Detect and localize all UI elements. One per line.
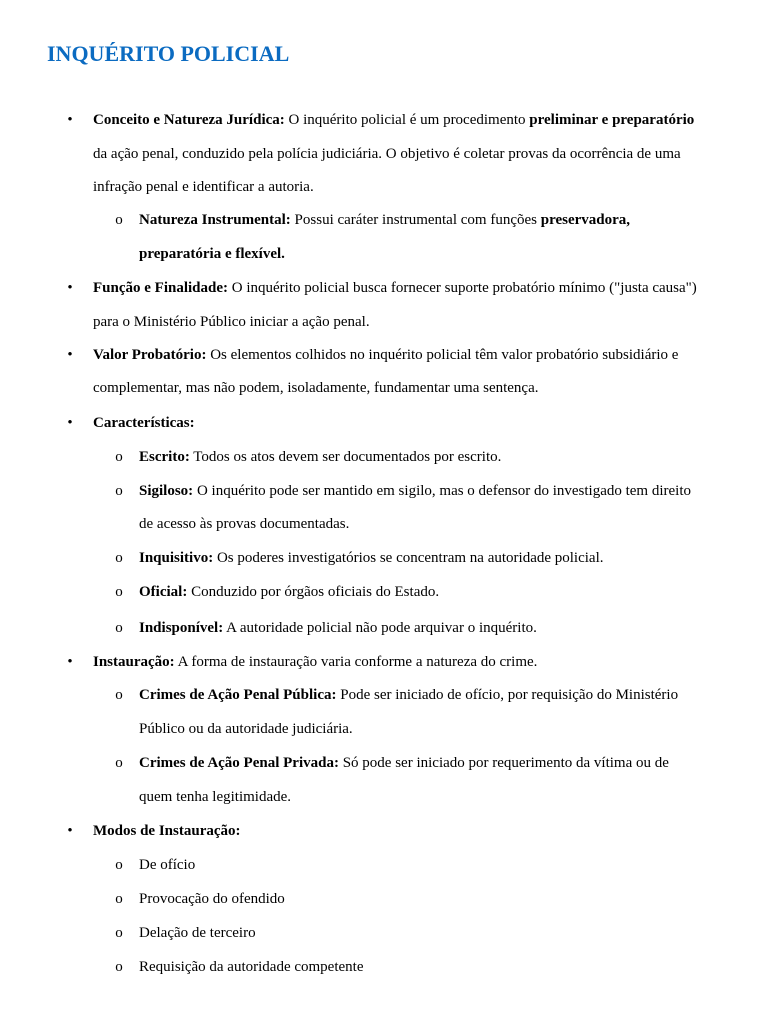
- sub-item-text: Pode ser iniciado de ofício, por requisição do Ministério: [336, 687, 679, 703]
- sub-bullet: o: [115, 925, 123, 941]
- sub-item-text: Todos os atos devem ser documentados por escrito.: [189, 449, 502, 465]
- sub-item-line: [139, 548, 604, 568]
- list-item-line: [93, 821, 241, 841]
- sub-bullet: o: [115, 212, 123, 228]
- sub-bullet: o: [115, 891, 123, 907]
- sub-item-label: Crimes de Ação Penal Pública:: [139, 687, 337, 703]
- sub-item-text: O inquérito pode ser mantido em sigilo, mas o defensor do investigado tem direito: [193, 483, 692, 499]
- sub-bullet: o: [115, 857, 123, 873]
- sub-item-text: Delação de terceiro: [139, 925, 256, 941]
- sub-item-text: Os poderes investigatórios se concentram na autoridade policial.: [213, 550, 604, 566]
- page-title: INQUÉRITO POLICIAL: [47, 41, 290, 66]
- sub-item-label: Crimes de Ação Penal Privada:: [139, 755, 339, 771]
- list-item-line: [93, 345, 678, 365]
- item-text: O inquérito policial é um procedimento: [284, 112, 530, 128]
- sub-item-label: Inquisitivo:: [139, 550, 214, 566]
- item-text: Os elementos colhidos no inquérito policial têm valor probatório subsidiário e: [206, 347, 679, 363]
- sub-item-label: Natureza Instrumental:: [139, 212, 291, 228]
- sub-item-line: [139, 618, 537, 638]
- list-item-line: [93, 110, 694, 130]
- item-text-line: complementar, mas não podem, isoladamente, fundamentar uma sentença.: [93, 380, 539, 396]
- item-text-line: infração penal e identificar a autoria.: [93, 179, 314, 195]
- item-label: Características:: [93, 415, 195, 431]
- item-label: Função e Finalidade:: [93, 280, 229, 296]
- sub-item-label: Escrito:: [139, 449, 190, 465]
- sub-item-text-bold: preparatória e flexível.: [139, 246, 285, 262]
- sub-item-label: Indisponível:: [139, 620, 224, 636]
- sub-item-line: Público ou da autoridade judiciária.: [139, 721, 353, 737]
- sub-item-line: [139, 582, 439, 602]
- sub-item-line: [139, 447, 501, 467]
- sub-bullet: o: [115, 687, 123, 703]
- item-text: O inquérito policial busca fornecer suporte probatório mínimo ("justa causa"): [228, 280, 697, 296]
- sub-item-text: De ofício: [139, 857, 196, 873]
- sub-item-text: A autoridade policial não pode arquivar o inquérito.: [223, 620, 537, 636]
- item-label: Valor Probatório:: [93, 347, 207, 363]
- sub-item-text-bold: preservadora,: [540, 212, 631, 228]
- item-text-line: da ação penal, conduzido pela polícia judiciária. O objetivo é coletar provas da ocorrência de uma: [93, 146, 681, 162]
- bullet: •: [67, 347, 73, 363]
- sub-item-line: [139, 210, 630, 230]
- item-label: Instauração:: [93, 654, 175, 670]
- sub-item-line: [139, 481, 691, 501]
- sub-item-text: Conduzido por órgãos oficiais do Estado.: [187, 584, 440, 600]
- sub-item-line: quem tenha legitimidade.: [139, 789, 292, 805]
- item-text-line: para o Ministério Público iniciar a ação penal.: [93, 314, 370, 330]
- sub-item-label: Sigiloso:: [139, 483, 194, 499]
- list-item-line: [93, 652, 537, 672]
- item-label: Conceito e Natureza Jurídica:: [93, 112, 285, 128]
- bullet: •: [67, 415, 73, 431]
- sub-bullet: o: [115, 584, 123, 600]
- sub-bullet: o: [115, 620, 123, 636]
- sub-item-line: [139, 753, 669, 773]
- sub-item-label: Oficial:: [139, 584, 188, 600]
- sub-item-text: Possui caráter instrumental com funções: [290, 212, 541, 228]
- sub-bullet: o: [115, 483, 123, 499]
- sub-item-text: Requisição da autoridade competente: [139, 959, 364, 975]
- item-text-bold: preliminar e preparatório: [529, 112, 695, 128]
- item-label: Modos de Instauração:: [93, 823, 241, 839]
- item-text: A forma de instauração varia conforme a natureza do crime.: [174, 654, 538, 670]
- bullet: •: [67, 112, 73, 128]
- sub-item-text: Só pode ser iniciado por requerimento da vítima ou de: [338, 755, 669, 771]
- list-item-line: [93, 413, 195, 433]
- sub-bullet: o: [115, 755, 123, 771]
- sub-item-line: [139, 244, 285, 264]
- sub-item-line: [139, 685, 678, 705]
- sub-bullet: o: [115, 959, 123, 975]
- bullet: •: [67, 280, 73, 296]
- sub-item-text: Provocação do ofendido: [139, 891, 285, 907]
- sub-bullet: o: [115, 550, 123, 566]
- sub-bullet: o: [115, 449, 123, 465]
- bullet: •: [67, 654, 73, 670]
- list-item-line: [93, 278, 697, 298]
- bullet: •: [67, 823, 73, 839]
- sub-item-line: de acesso às provas documentadas.: [139, 516, 350, 532]
